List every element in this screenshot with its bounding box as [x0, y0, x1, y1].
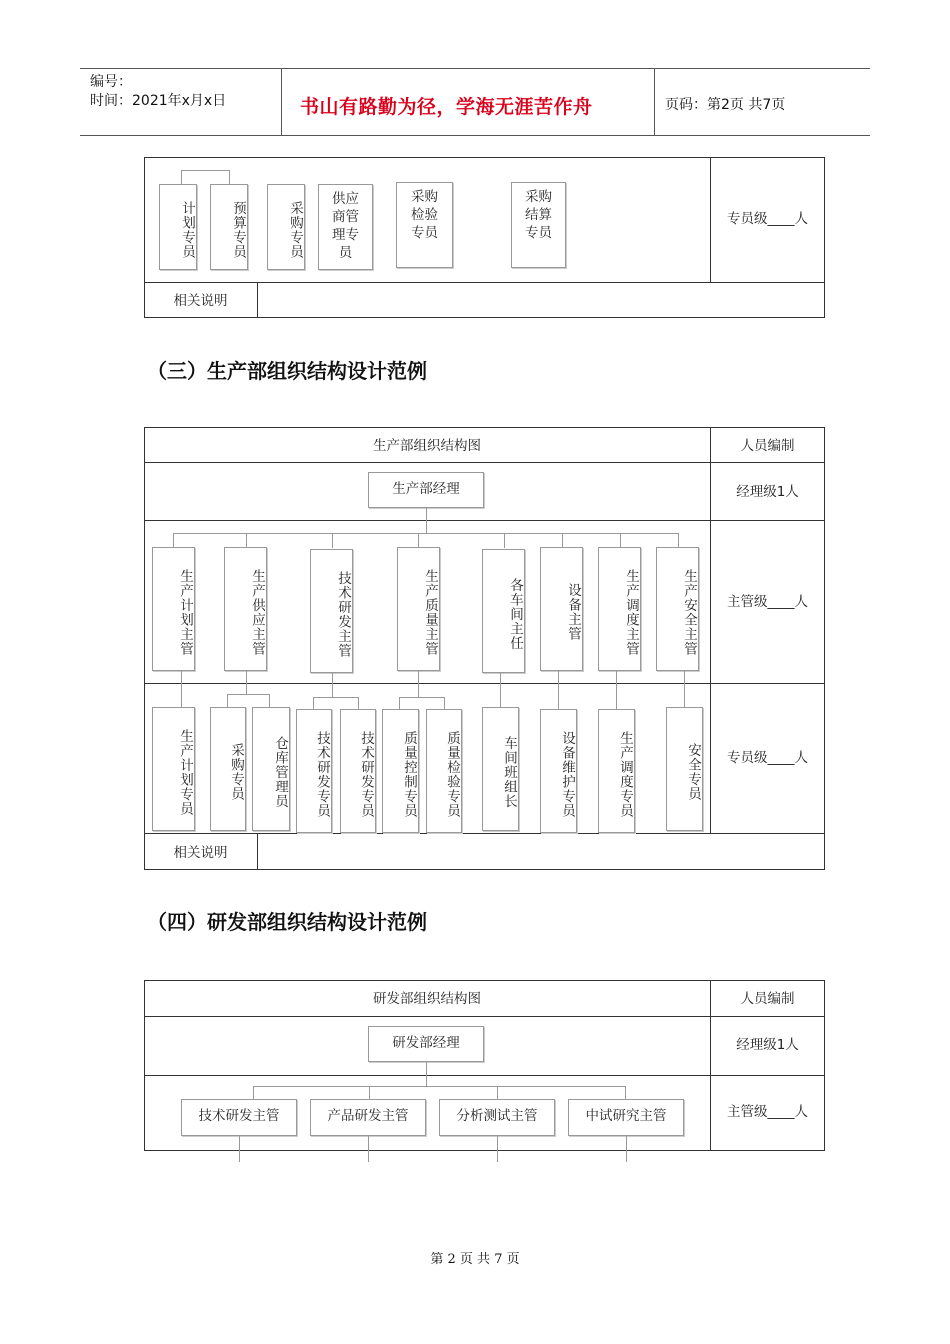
org-box-inspection-specialist: 采购检验专员	[396, 182, 453, 268]
page-footer: 第 2 页 共 7 页	[430, 1252, 520, 1267]
org-box-scheduling-supervisor: 生产调度主管	[598, 547, 641, 671]
specialist-level-label: 专员级____人	[727, 211, 808, 227]
org-box-settlement-specialist: 采购结算专员	[511, 182, 566, 268]
notes-label: 相关说明	[173, 293, 228, 309]
specialist-level-label: 专员级____人	[727, 750, 808, 766]
section-title-production: （三）生产部组织结构设计范例	[147, 359, 427, 383]
org-box-tech-rd-supervisor: 技术研发主管	[181, 1099, 297, 1136]
org-box-rd-manager: 研发部经理	[368, 1026, 484, 1062]
org-box-quality-supervisor: 生产质量主管	[397, 547, 440, 671]
doc-number-label: 编号：	[90, 74, 132, 90]
section-title-rd: （四）研发部组织结构设计范例	[147, 910, 427, 934]
org-box-safety-supervisor: 生产安全主管	[656, 547, 699, 671]
manager-level-label: 经理级1人	[736, 484, 799, 500]
org-box-planning-supervisor: 生产计划主管	[152, 547, 195, 671]
supervisor-level-label: 主管级____人	[727, 1104, 808, 1120]
supervisor-level-label: 主管级____人	[727, 594, 808, 610]
staffing-header: 人员编制	[740, 991, 795, 1007]
org-box-scheduling-specialist: 生产调度专员	[598, 709, 635, 833]
org-box-production-manager: 生产部经理	[368, 472, 484, 508]
org-box-workshop-director: 各车间主任	[482, 549, 525, 673]
org-box-purchasing-specialist: 采购专员	[267, 184, 305, 270]
org-box-supply-supervisor: 生产供应主管	[224, 547, 267, 671]
org-box-purchasing-specialist: 采购专员	[210, 707, 246, 831]
org-box-quality-control-specialist: 质量控制专员	[382, 709, 419, 833]
org-box-planning-specialist: 生产计划专员	[152, 707, 195, 831]
org-box-equipment-maintenance-specialist: 设备维护专员	[540, 709, 577, 833]
org-box-warehouse-clerk: 仓库管理员	[252, 707, 290, 831]
org-box-safety-specialist: 安全专员	[666, 707, 703, 831]
chart-title: 生产部组织结构图	[373, 438, 481, 454]
org-box-pilot-research-supervisor: 中试研究主管	[568, 1099, 684, 1136]
org-box-equipment-supervisor: 设备主管	[540, 547, 583, 671]
page-number-label: 页码：第2页 共7页	[665, 97, 786, 113]
org-box-team-leader: 车间班组长	[482, 707, 519, 831]
header-motto: 书山有路勤为径，学海无涯苦作舟	[300, 96, 593, 118]
org-box-supplier-mgmt-specialist: 供应商管理专员	[318, 184, 373, 270]
manager-level-label: 经理级1人	[736, 1037, 799, 1053]
notes-label: 相关说明	[173, 845, 228, 861]
org-box-product-rd-supervisor: 产品研发主管	[310, 1099, 426, 1136]
org-box-tech-rd-supervisor: 技术研发主管	[310, 549, 353, 673]
org-box-quality-inspection-specialist: 质量检验专员	[426, 709, 462, 833]
staffing-header: 人员编制	[740, 438, 795, 454]
org-box-budget-specialist: 预算专员	[210, 184, 248, 270]
org-box-planning-specialist: 计划专员	[159, 184, 197, 270]
org-box-tech-rd-specialist-1: 技术研发专员	[296, 709, 332, 833]
chart-title: 研发部组织结构图	[373, 991, 481, 1007]
org-box-analysis-test-supervisor: 分析测试主管	[439, 1099, 555, 1136]
doc-time-label: 时间：2021年x月x日	[90, 93, 227, 109]
org-box-tech-rd-specialist-2: 技术研发专员	[340, 709, 376, 833]
